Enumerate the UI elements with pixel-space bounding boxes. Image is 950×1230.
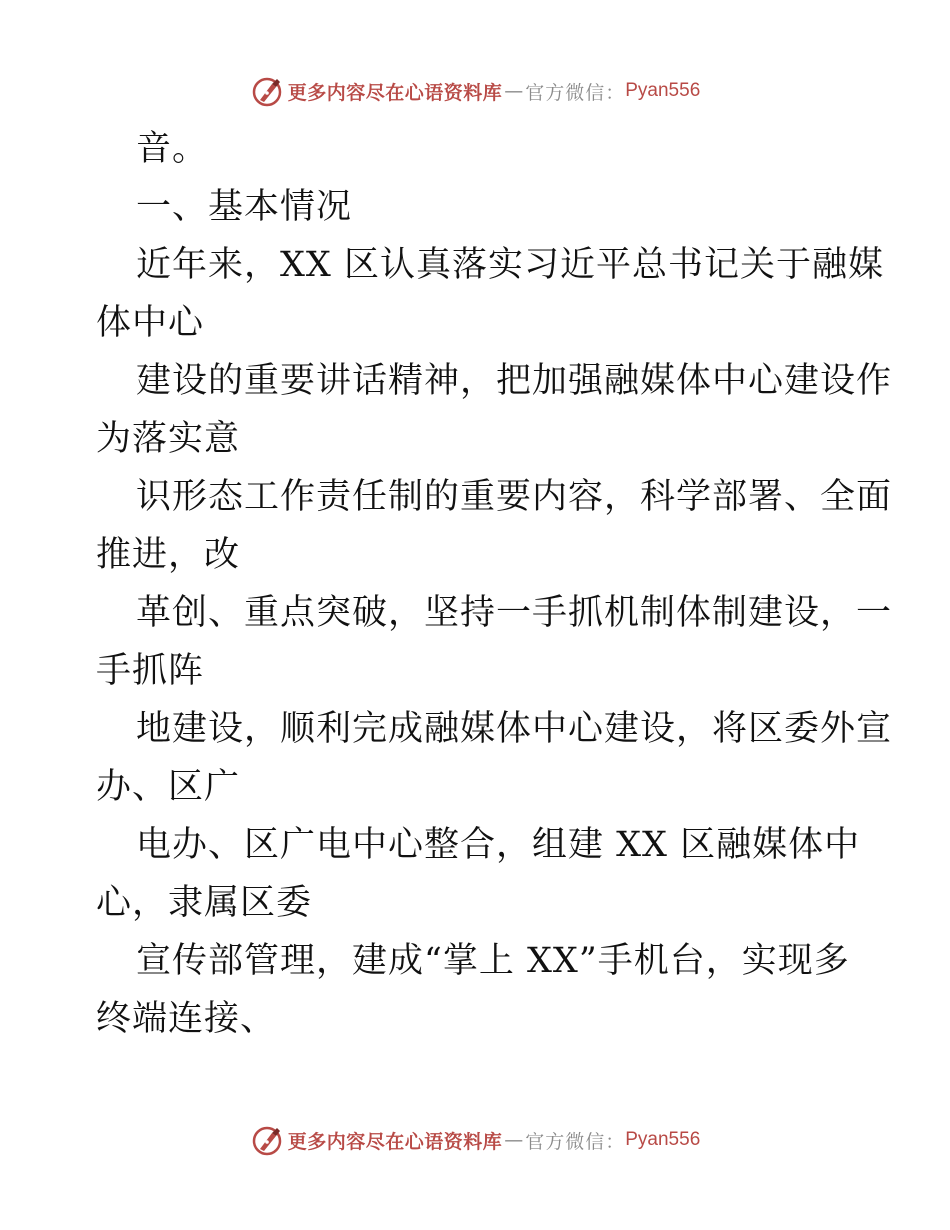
- body-line: 识形态工作责任制的重要内容，科学部署、全面: [136, 477, 893, 517]
- watermark-wechat-id: Pyan556: [625, 80, 701, 101]
- body-line: 体中心: [96, 303, 205, 343]
- body-line: 近年来，XX 区认真落实习近平总书记关于融媒: [136, 245, 884, 285]
- header-watermark: [0, 71, 950, 111]
- watermark-label: 官方微信：: [525, 81, 626, 104]
- watermark-main-text: 更多内容尽在心语资料库: [287, 81, 503, 104]
- watermark-separator: —: [504, 80, 524, 102]
- body-line: 心，隶属区委: [96, 883, 313, 923]
- body-line: 地建设，顺利完成融媒体中心建设，将区委外宣: [136, 709, 893, 749]
- body-line: 宣传部管理，建成“掌上 XX”手机台，实现多: [136, 941, 850, 981]
- body-line: 推进，改: [96, 535, 241, 575]
- body-line: 音。: [136, 129, 209, 169]
- body-line: 电办、区广电中心整合，组建 XX 区融媒体中: [136, 825, 861, 865]
- watermark-label: 官方微信：: [525, 1130, 626, 1153]
- watermark-main-text: 更多内容尽在心语资料库: [287, 1130, 503, 1153]
- body-line: 手抓阵: [96, 651, 205, 691]
- pen-nib-logo-icon: [250, 74, 284, 108]
- body-line: 革创、重点突破，坚持一手抓机制体制建设，一: [136, 593, 893, 633]
- body-line: 为落实意: [96, 419, 241, 459]
- footer-watermark: [0, 1120, 950, 1160]
- watermark-wechat-id: Pyan556: [625, 1129, 701, 1150]
- watermark-separator: —: [504, 1129, 524, 1151]
- section-heading: 一、基本情况: [136, 187, 353, 227]
- body-line: 建设的重要讲话精神，把加强融媒体中心建设作: [136, 361, 893, 401]
- pen-nib-logo-icon: [250, 1123, 284, 1157]
- body-line: 终端连接、: [96, 999, 277, 1039]
- document-body: [96, 120, 893, 1048]
- body-line: 办、区广: [96, 767, 241, 807]
